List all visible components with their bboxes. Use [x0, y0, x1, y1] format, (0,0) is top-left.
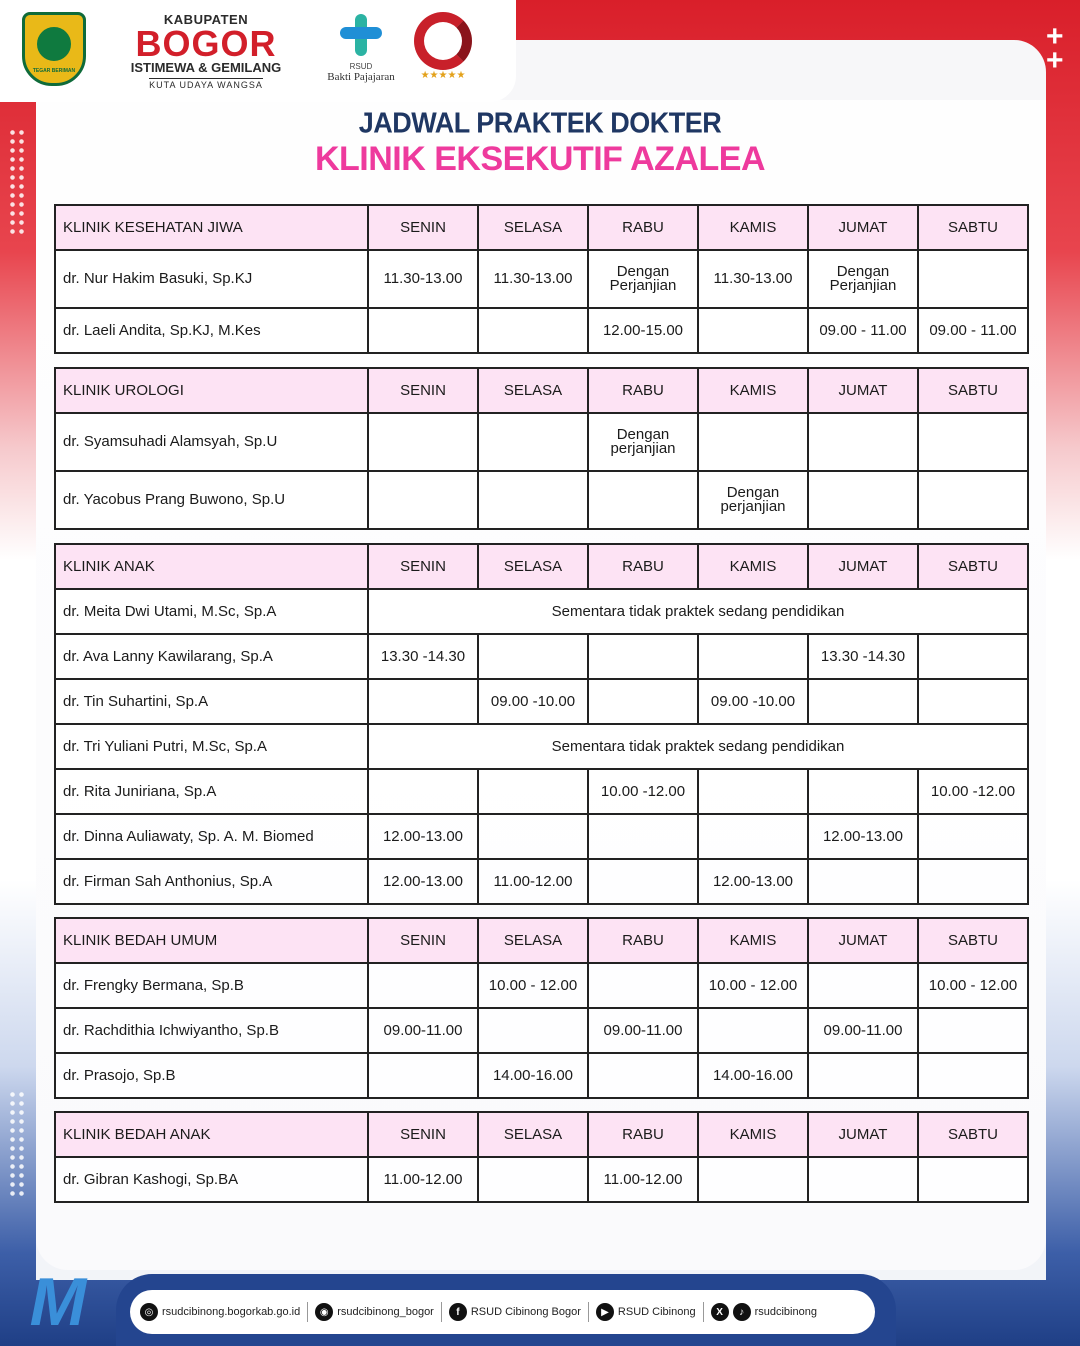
schedule-slot	[368, 679, 478, 724]
schedule-slot	[918, 1157, 1028, 1202]
schedule-slot	[918, 413, 1028, 471]
social-links	[130, 1290, 875, 1334]
schedule-slot: 11.00-12.00	[478, 859, 588, 904]
kabupaten-label: KABUPATEN	[163, 12, 249, 27]
schedule-slot: Dengan perjanjian	[698, 471, 808, 529]
rsud-name: Bakti Pajajaran	[327, 71, 395, 83]
plus-icon: +	[1046, 20, 1064, 53]
doctor-name: dr. Yacobus Prang Buwono, Sp.U	[55, 471, 368, 529]
clinic-name: KLINIK BEDAH ANAK	[55, 1112, 368, 1157]
doctor-row	[55, 589, 1028, 634]
schedule-slot	[368, 308, 478, 353]
doctor-row	[55, 769, 1028, 814]
schedule-slot	[478, 1157, 588, 1202]
schedule-slot	[698, 413, 808, 471]
doctor-name: dr. Gibran Kashogi, Sp.BA	[55, 1157, 368, 1202]
facebook-text: RSUD Cibinong Bogor	[470, 1306, 581, 1318]
facebook-link[interactable]	[449, 1303, 581, 1321]
instagram-icon: ◉	[315, 1303, 333, 1321]
doctor-name: dr. Dinna Auliawaty, Sp. A. M. Biomed	[55, 814, 368, 859]
schedule-slot: 11.00-12.00	[588, 1157, 698, 1202]
doctor-row	[55, 1157, 1028, 1202]
day-header: SENIN	[368, 1112, 478, 1157]
schedule-slot	[808, 769, 918, 814]
globe-icon: ◎	[140, 1303, 158, 1321]
schedule-slot	[698, 769, 808, 814]
doctor-name: dr. Firman Sah Anthonius, Sp.A	[55, 859, 368, 904]
day-header: SENIN	[368, 544, 478, 589]
day-header: RABU	[588, 368, 698, 413]
website-link[interactable]	[140, 1303, 300, 1321]
day-header: RABU	[588, 918, 698, 963]
schedule-slot	[588, 859, 698, 904]
instagram-link[interactable]	[315, 1303, 434, 1321]
tiktok-link[interactable]	[711, 1303, 817, 1321]
schedule-slot	[478, 634, 588, 679]
clinic-table	[54, 1111, 1029, 1203]
schedule-slot: 09.00 - 11.00	[918, 308, 1028, 353]
website-text: rsudcibinong.bogorkab.go.id	[162, 1306, 301, 1318]
facebook-icon: f	[449, 1303, 467, 1321]
schedule-slot: 14.00-16.00	[478, 1053, 588, 1098]
schedule-note: Sementara tidak praktek sedang pendidikan	[368, 724, 1028, 769]
schedule-slot	[698, 1008, 808, 1053]
doctor-name: dr. Nur Hakim Basuki, Sp.KJ	[55, 250, 368, 308]
plus-icon: +	[1046, 44, 1064, 77]
schedule-slot	[918, 634, 1028, 679]
clinic-table	[54, 543, 1029, 905]
day-header: RABU	[588, 205, 698, 250]
schedule-slot: 10.00 - 12.00	[698, 963, 808, 1008]
schedule-slot: 13.30 -14.30	[368, 634, 478, 679]
schedule-slot	[698, 1157, 808, 1202]
doctor-row	[55, 634, 1028, 679]
schedule-slot: Dengan perjanjian	[588, 413, 698, 471]
doctor-name: dr. Tin Suhartini, Sp.A	[55, 679, 368, 724]
youtube-icon: ▶	[596, 1303, 614, 1321]
youtube-text: RSUD Cibinong	[617, 1306, 696, 1318]
schedule-slot	[918, 814, 1028, 859]
day-header: SABTU	[918, 1112, 1028, 1157]
day-header: SELASA	[478, 544, 588, 589]
doctor-name: dr. Ava Lanny Kawilarang, Sp.A	[55, 634, 368, 679]
rsud-label: RSUD	[349, 62, 373, 71]
schedule-slot	[808, 1053, 918, 1098]
day-header: SELASA	[478, 918, 588, 963]
day-header: JUMAT	[808, 368, 918, 413]
doctor-row	[55, 1008, 1028, 1053]
day-header: KAMIS	[698, 368, 808, 413]
schedule-slot	[918, 250, 1028, 308]
schedule-slot	[588, 471, 698, 529]
day-header: KAMIS	[698, 544, 808, 589]
schedule-slot	[478, 1008, 588, 1053]
schedule-slot: 10.00 -12.00	[918, 769, 1028, 814]
schedule-slot	[808, 679, 918, 724]
doctor-name: dr. Meita Dwi Utami, M.Sc, Sp.A	[55, 589, 368, 634]
schedule-slot: 10.00 - 12.00	[918, 963, 1028, 1008]
schedule-slot	[808, 1157, 918, 1202]
schedule-slot: 13.30 -14.30	[808, 634, 918, 679]
doctor-row	[55, 413, 1028, 471]
doctor-row	[55, 814, 1028, 859]
quality-badge-logo	[410, 12, 476, 92]
schedule-slot	[918, 859, 1028, 904]
schedule-slot	[588, 963, 698, 1008]
schedule-slot	[918, 679, 1028, 724]
day-header: SABTU	[918, 368, 1028, 413]
schedule-slot	[478, 308, 588, 353]
bogor-wordmark: BOGOR	[135, 23, 277, 64]
tiktok-text: rsudcibinong	[754, 1306, 817, 1318]
schedule-slot	[808, 471, 918, 529]
day-header: SENIN	[368, 205, 478, 250]
clinic-table	[54, 204, 1029, 354]
schedule-slot	[698, 634, 808, 679]
doctor-name: dr. Laeli Andita, Sp.KJ, M.Kes	[55, 308, 368, 353]
schedule-slot: 09.00-11.00	[368, 1008, 478, 1053]
schedule-slot	[588, 814, 698, 859]
day-header: KAMIS	[698, 918, 808, 963]
bogor-brand-logo	[98, 12, 314, 92]
schedule-slot: Dengan Perjanjian	[588, 250, 698, 308]
schedule-slot: 11.30-13.00	[368, 250, 478, 308]
page-subtitle: KLINIK EKSEKUTIF AZALEA	[314, 140, 765, 178]
day-header: JUMAT	[808, 1112, 918, 1157]
day-header: KAMIS	[698, 1112, 808, 1157]
page-title: JADWAL PRAKTEK DOKTER	[358, 107, 722, 139]
clinic-name: KLINIK BEDAH UMUM	[55, 918, 368, 963]
instagram-text: rsudcibinong_bogor	[337, 1306, 434, 1318]
doctor-name: dr. Rita Juniriana, Sp.A	[55, 769, 368, 814]
schedule-slot: Dengan Perjanjian	[808, 250, 918, 308]
schedule-slot: 12.00-13.00	[368, 859, 478, 904]
doctor-name: dr. Syamsuhadi Alamsyah, Sp.U	[55, 413, 368, 471]
schedule-note: Sementara tidak praktek sedang pendidikan	[368, 589, 1028, 634]
schedule-slot	[588, 1053, 698, 1098]
schedule-slot	[478, 471, 588, 529]
schedule-slot: 09.00 -10.00	[478, 679, 588, 724]
doctor-row	[55, 679, 1028, 724]
schedule-slot: 10.00 -12.00	[588, 769, 698, 814]
doctor-row	[55, 308, 1028, 353]
schedule-slot	[918, 1008, 1028, 1053]
doctor-name: dr. Rachdithia Ichwiyantho, Sp.B	[55, 1008, 368, 1053]
schedule-slot	[478, 769, 588, 814]
schedule-slot: 12.00-13.00	[698, 859, 808, 904]
doctor-name: dr. Tri Yuliani Putri, M.Sc, Sp.A	[55, 724, 368, 769]
schedule-slot	[918, 1053, 1028, 1098]
clinic-name: KLINIK KESEHATAN JIWA	[55, 205, 368, 250]
schedule-slot	[368, 769, 478, 814]
clinic-table	[54, 917, 1029, 1099]
day-header: JUMAT	[808, 544, 918, 589]
schedule-slot	[588, 679, 698, 724]
day-header: SELASA	[478, 205, 588, 250]
schedule-slot: 11.00-12.00	[368, 1157, 478, 1202]
day-header: JUMAT	[808, 205, 918, 250]
doctor-row	[55, 963, 1028, 1008]
schedule-slot: 12.00-13.00	[808, 814, 918, 859]
doctor-row	[55, 250, 1028, 308]
schedule-slot	[368, 963, 478, 1008]
day-header: JUMAT	[808, 918, 918, 963]
schedule-slot: 09.00-11.00	[808, 1008, 918, 1053]
decorative-dots	[8, 1090, 26, 1200]
schedule-slot: 09.00-11.00	[588, 1008, 698, 1053]
schedule-slot: 12.00-15.00	[588, 308, 698, 353]
doctor-name: dr. Prasojo, Sp.B	[55, 1053, 368, 1098]
schedule-slot: 11.30-13.00	[698, 250, 808, 308]
doctor-row	[55, 859, 1028, 904]
schedule-slot	[808, 413, 918, 471]
schedule-slot: 10.00 - 12.00	[478, 963, 588, 1008]
schedule-slot: 14.00-16.00	[698, 1053, 808, 1098]
day-header: SENIN	[368, 918, 478, 963]
schedule-slot	[808, 963, 918, 1008]
x-icon: X	[711, 1303, 729, 1321]
schedule-slot	[368, 413, 478, 471]
motto: KUTA UDAYA WANGSA	[149, 80, 263, 90]
day-header: KAMIS	[698, 205, 808, 250]
youtube-link[interactable]	[596, 1303, 696, 1321]
doctor-row	[55, 471, 1028, 529]
quality-ring-icon	[414, 12, 472, 70]
schedule-slot: 09.00 - 11.00	[808, 308, 918, 353]
schedule-slot	[368, 1053, 478, 1098]
kabupaten-bogor-shield-logo: TEGAR BERIMAN	[22, 12, 86, 86]
schedule-slot	[918, 471, 1028, 529]
day-header: SABTU	[918, 544, 1028, 589]
clinic-name: KLINIK ANAK	[55, 544, 368, 589]
doctor-name: dr. Frengky Bermana, Sp.B	[55, 963, 368, 1008]
clinic-table	[54, 367, 1029, 530]
m-brand-logo: M	[29, 1264, 87, 1340]
schedule-slot: 09.00 -10.00	[698, 679, 808, 724]
day-header: SABTU	[918, 918, 1028, 963]
medical-cross-icon	[338, 12, 384, 58]
schedule-slot	[368, 471, 478, 529]
schedule-slot	[698, 814, 808, 859]
schedule-slot	[478, 413, 588, 471]
schedule-slot	[808, 859, 918, 904]
rating-stars: ★★★★★	[420, 70, 466, 81]
schedule-slot: 12.00-13.00	[368, 814, 478, 859]
doctor-row	[55, 724, 1028, 769]
tiktok-icon: ♪	[733, 1303, 751, 1321]
day-header: SABTU	[918, 205, 1028, 250]
clinic-name: KLINIK UROLOGI	[55, 368, 368, 413]
day-header: SELASA	[478, 1112, 588, 1157]
schedule-slot: 11.30-13.00	[478, 250, 588, 308]
day-header: RABU	[588, 1112, 698, 1157]
schedule-slot	[588, 634, 698, 679]
schedule-slot	[698, 308, 808, 353]
doctor-row	[55, 1053, 1028, 1098]
day-header: SELASA	[478, 368, 588, 413]
tagline: ISTIMEWA & GEMILANG	[130, 60, 282, 75]
day-header: RABU	[588, 544, 698, 589]
rsud-logo	[320, 12, 402, 92]
schedule-slot	[478, 814, 588, 859]
day-header: SENIN	[368, 368, 478, 413]
